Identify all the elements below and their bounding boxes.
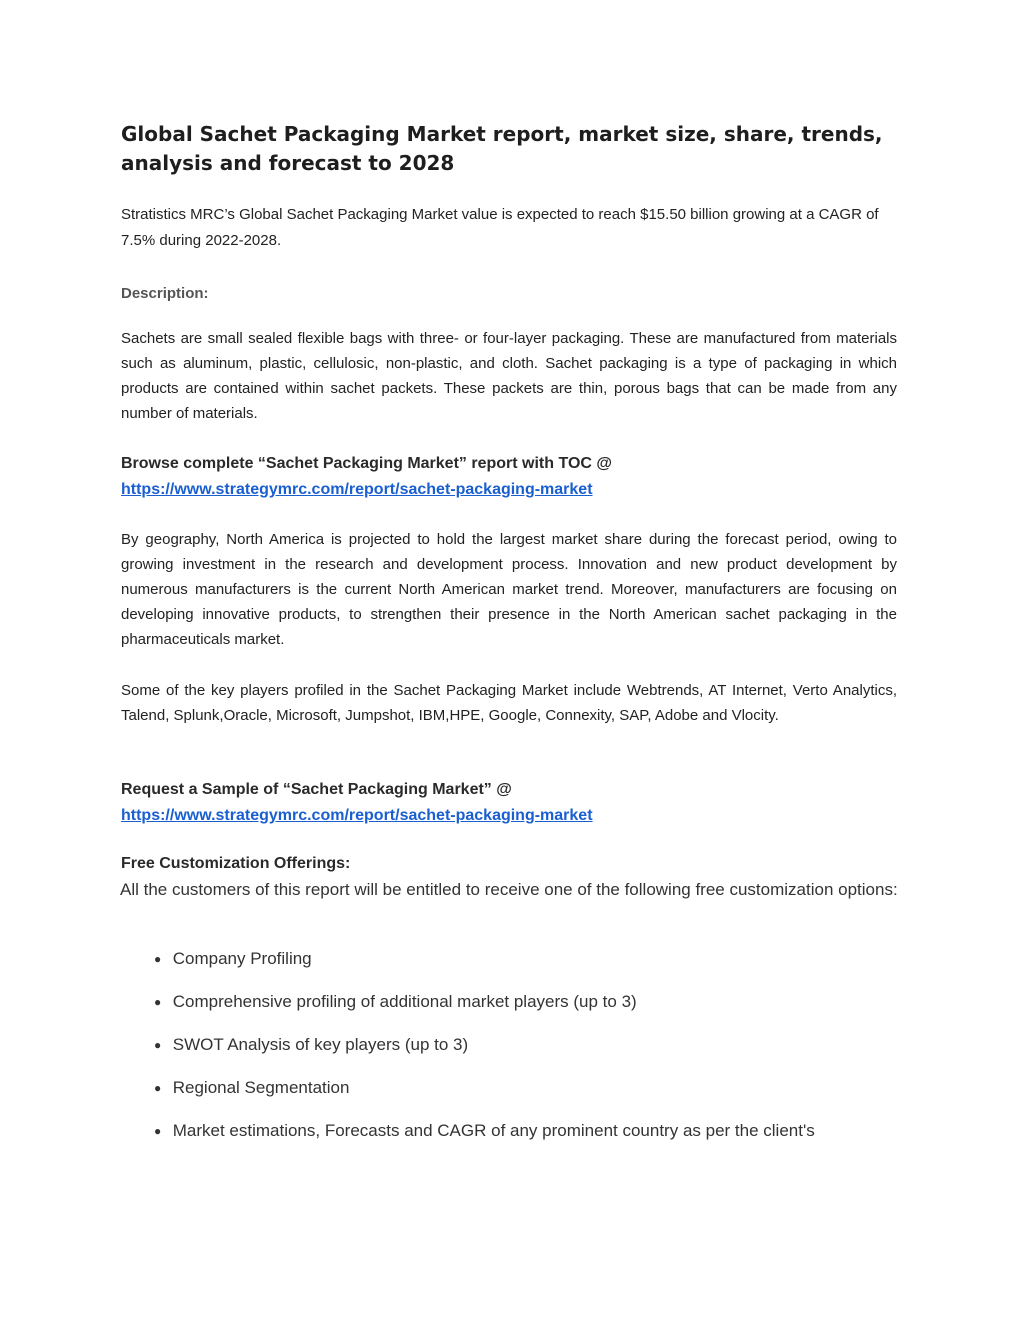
- list-item: [154, 988, 974, 1031]
- free-customization-text: All the customers of this report will be entitled to receive one of the following free customization options:: [120, 880, 898, 899]
- customization-options-list: [154, 945, 974, 1160]
- option-label: Comprehensive profiling of additional market players (up to 3): [172, 992, 637, 1011]
- geography-paragraph: By geography, North America is projected to hold the largest market share during the forecast period, owing to growing investment in the research and development process. Innovation and new product development by numerous manufacturers is the current North American market trend. Moreover, manufacturers are focusing on developing innovative products, to strengthen their presence in the North American sachet packaging in the pharmaceuticals market.: [121, 531, 897, 648]
- description-paragraph: Sachets are small sealed flexible bags with three- or four-layer packaging. These are manufactured from materials such as aluminum, plastic, cellulosic, non-plastic, and cloth. Sachet packaging is a type of packaging in which products are contained within sachet packets. These packets are thin, porous bags that can be made from any number of materials.: [121, 330, 897, 422]
- option-label: SWOT Analysis of key players (up to 3): [172, 1035, 469, 1054]
- list-item: [154, 1117, 974, 1160]
- free-customization-heading: Free Customization Offerings:: [121, 855, 351, 872]
- request-sample-section: [121, 777, 897, 829]
- list-item: [154, 1074, 974, 1117]
- option-label: Market estimations, Forecasts and CAGR of any prominent country as per the client's: [172, 1121, 815, 1140]
- bullet-icon: ●: [154, 1038, 162, 1052]
- bullet-icon: ●: [154, 1081, 162, 1095]
- request-sample-link[interactable]: https://www.strategymrc.com/report/sachet-packaging-market: [121, 807, 593, 824]
- intro-paragraph: Stratistics MRC’s Global Sachet Packaging Market value is expected to reach $15.50 billion growing at a CAGR of 7.5% during 2022-2028.: [121, 206, 879, 249]
- option-label: Company Profiling: [172, 949, 312, 968]
- browse-report-label: Browse complete “Sachet Packaging Market” report with TOC @: [121, 455, 612, 472]
- option-label: Regional Segmentation: [172, 1078, 350, 1097]
- bullet-icon: ●: [154, 995, 162, 1009]
- list-item: [154, 1031, 974, 1074]
- bullet-icon: ●: [154, 952, 162, 966]
- request-sample-label: Request a Sample of “Sachet Packaging Market” @: [121, 781, 512, 798]
- list-item: [154, 945, 974, 988]
- key-players-paragraph: Some of the key players profiled in the Sachet Packaging Market include Webtrends, AT Internet, Verto Analytics, Talend, Splunk,Oracle, Microsoft, Jumpshot, IBM,HPE, Google, Connexity, SAP, Adobe and Vlocity.: [121, 682, 897, 724]
- document-title: Global Sachet Packaging Market report, market size, share, trends, analysis and forecast to 2028: [121, 122, 883, 175]
- description-heading: Description:: [121, 285, 209, 302]
- browse-report-link[interactable]: https://www.strategymrc.com/report/sachet-packaging-market: [121, 481, 593, 498]
- browse-report-section: [121, 451, 897, 503]
- bullet-icon: ●: [154, 1124, 162, 1138]
